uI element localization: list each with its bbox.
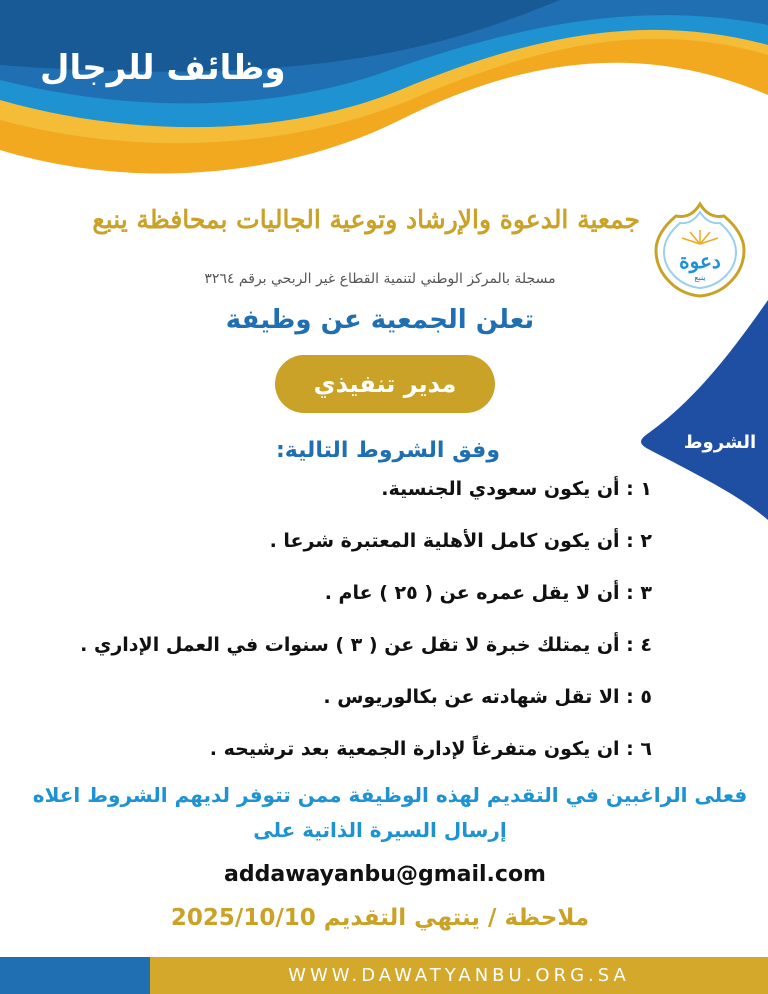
website-link[interactable]: WWW.DAWATYANBU.ORG.SA <box>288 965 630 986</box>
conditions-tab-label: الشروط <box>683 432 757 453</box>
condition-item: ١ : أن يكون سعودي الجنسية. <box>381 478 652 500</box>
job-title-pill <box>275 355 495 413</box>
announcement-heading: تعلن الجمعية عن وظيفة <box>225 305 535 335</box>
conditions-side-tab <box>640 300 768 520</box>
deadline-note: ملاحظة / ينتهي التقديم 2025/10/10 <box>170 905 590 931</box>
apply-instructions-cv: إرسال السيرة الذاتية على <box>253 818 507 842</box>
header-waves <box>0 0 768 200</box>
conditions-list <box>60 478 652 790</box>
page-title: وظائف للرجال <box>40 48 286 88</box>
logo-text: دعوة <box>679 249 721 273</box>
condition-item: ٤ : أن يمتلك خبرة لا تقل عن ( ٣ ) سنوات في العمل الإداري . <box>80 634 652 656</box>
organization-logo <box>650 200 750 300</box>
apply-instructions: فعلى الراغبين في التقديم لهذه الوظيفة ممن تتوفر لديهم الشروط اعلاه <box>32 783 748 807</box>
conditions-heading: وفق الشروط التالية: <box>275 438 500 463</box>
job-title: مدير تنفيذي <box>313 370 457 398</box>
logo-subtext: ينبع <box>694 273 706 282</box>
registration-line: مسجلة بالمركز الوطني لتنمية القطاع غير الربحي برقم ٣٢٦٤ <box>204 271 556 287</box>
organization-name: جمعية الدعوة والإرشاد وتوعية الجاليات بمحافظة ينبع <box>92 205 640 234</box>
condition-item: ٦ : ان يكون متفرغاً لإدارة الجمعية بعد ترشيحه . <box>209 738 652 760</box>
condition-item: ٢ : أن يكون كامل الأهلية المعتبرة شرعا . <box>269 530 652 552</box>
condition-item: ٣ : أن لا يقل عمره عن ( ٢٥ ) عام . <box>324 582 652 604</box>
contact-email[interactable]: addawayanbu@gmail.com <box>224 862 546 887</box>
footer-blue-band <box>0 957 150 994</box>
condition-item: ٥ : الا تقل شهادته عن بكالوريوس . <box>323 686 652 708</box>
